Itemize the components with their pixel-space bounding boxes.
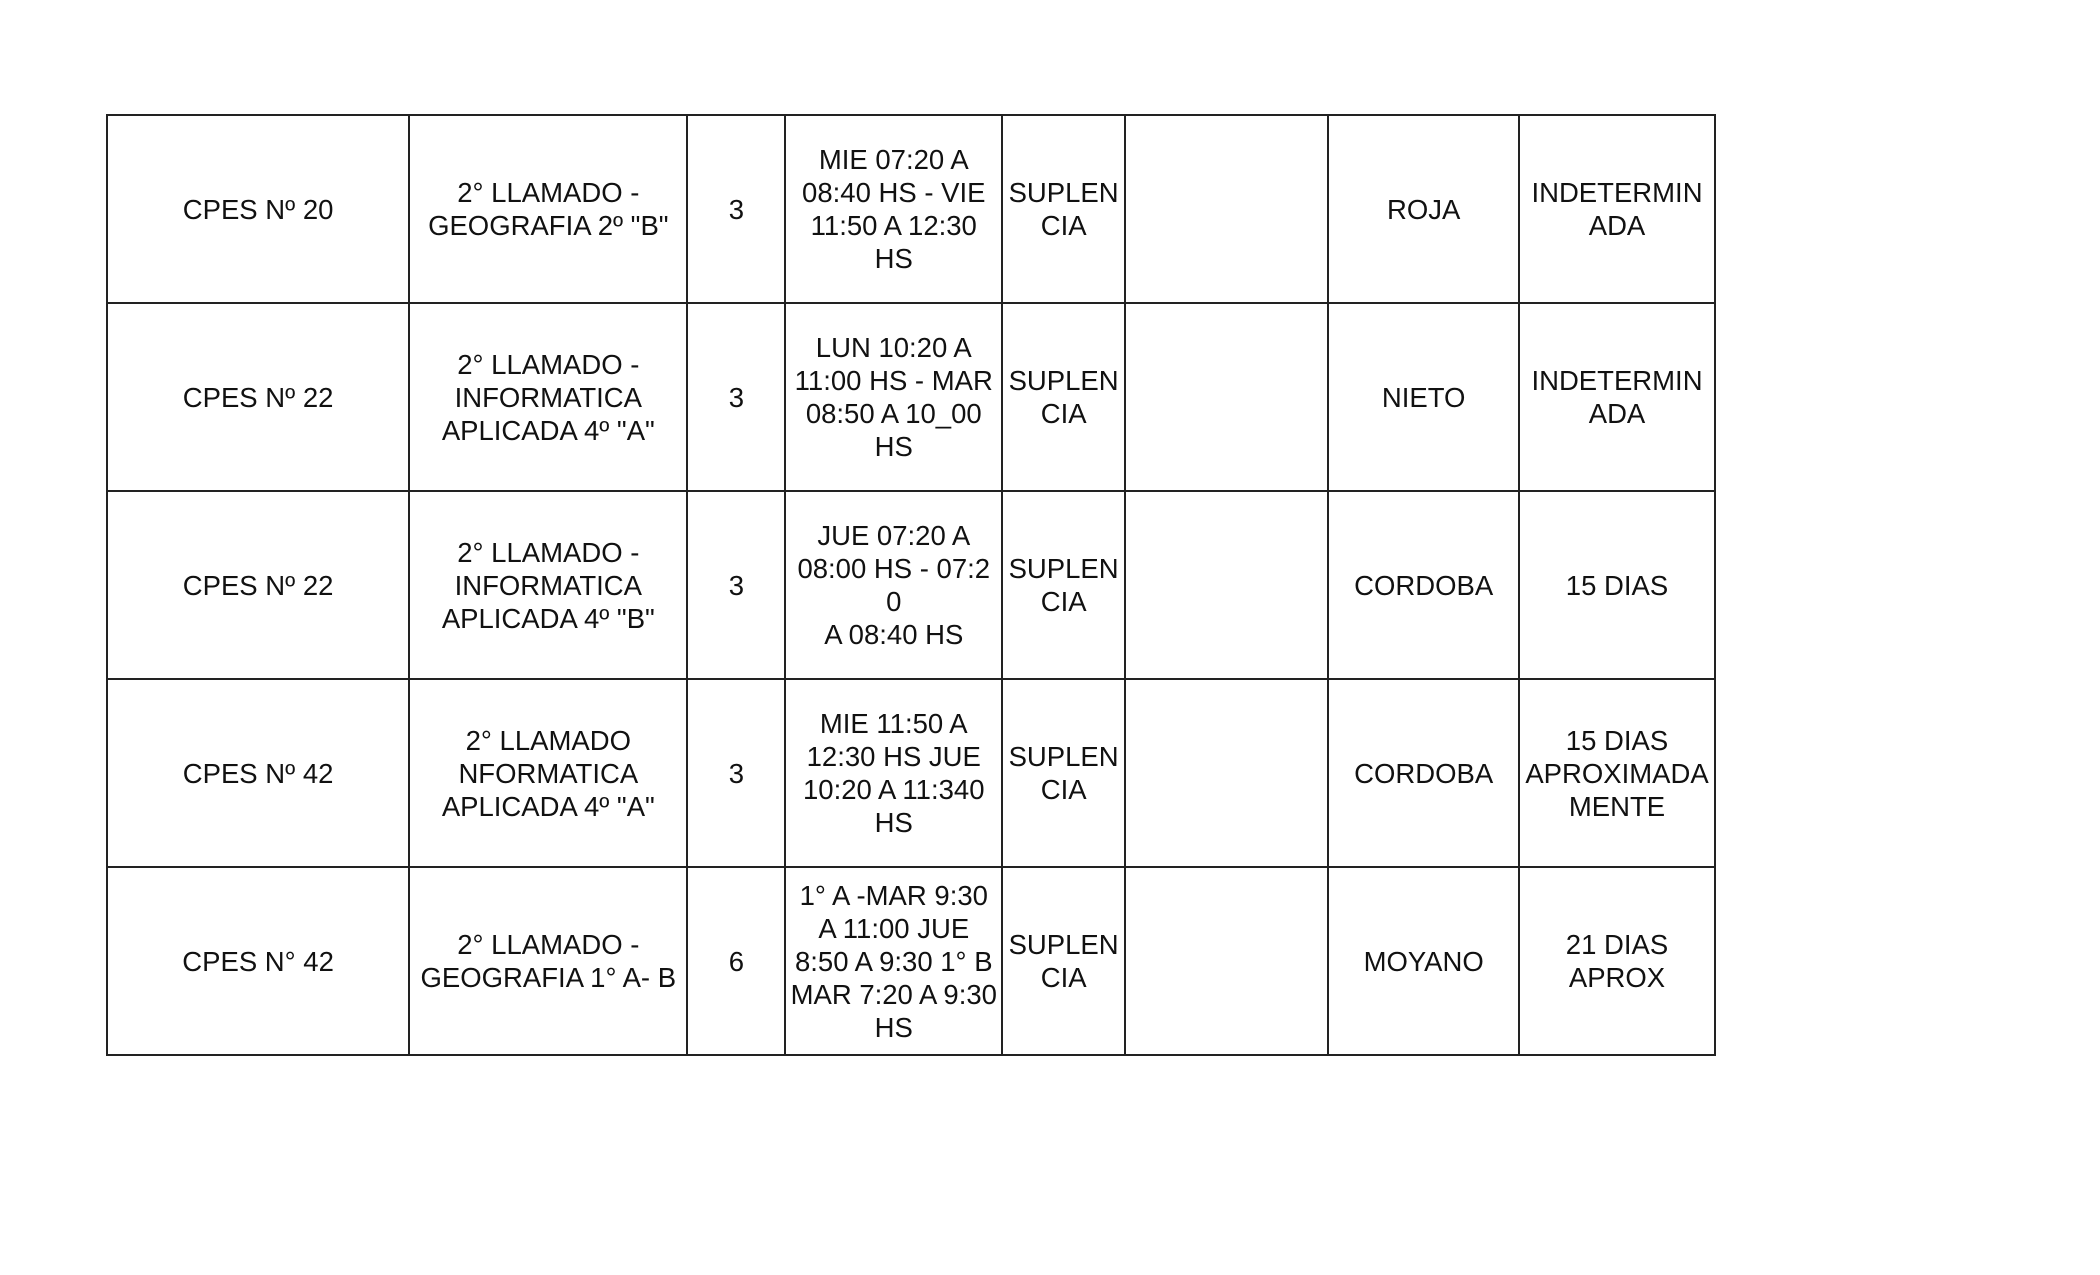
surname-cell: ROJA xyxy=(1328,115,1519,303)
schedule-cell: LUN 10:20 A 11:00 HS - MAR 08:50 A 10_00 HS xyxy=(785,303,1002,491)
empty-cell xyxy=(1125,867,1328,1055)
duration-cell: INDETERMIN ADA xyxy=(1519,115,1715,303)
schedule-cell: MIE 11:50 A 12:30 HS JUE 10:20 A 11:340 HS xyxy=(785,679,1002,867)
position-type-cell: SUPLEN CIA xyxy=(1002,679,1125,867)
table-row xyxy=(107,303,1715,491)
table-row xyxy=(107,867,1715,1055)
schedule-cell: 1° A -MAR 9:30 A 11:00 JUE 8:50 A 9:30 1° B MAR 7:20 A 9:30 HS xyxy=(785,867,1002,1055)
empty-cell xyxy=(1125,115,1328,303)
empty-cell xyxy=(1125,491,1328,679)
school-cell: CPES N° 42 xyxy=(107,867,409,1055)
surname-cell: CORDOBA xyxy=(1328,679,1519,867)
school-cell: CPES Nº 20 xyxy=(107,115,409,303)
school-cell: CPES Nº 22 xyxy=(107,303,409,491)
position-type-cell: SUPLEN CIA xyxy=(1002,491,1125,679)
school-cell: CPES Nº 42 xyxy=(107,679,409,867)
duration-cell: 21 DIAS APROX xyxy=(1519,867,1715,1055)
duration-cell: 15 DIAS APROXIMADA MENTE xyxy=(1519,679,1715,867)
schedule-cell: JUE 07:20 A 08:00 HS - 07:20 A 08:40 HS xyxy=(785,491,1002,679)
table-row xyxy=(107,115,1715,303)
calls-table xyxy=(106,114,1716,1056)
position-type-cell: SUPLEN CIA xyxy=(1002,867,1125,1055)
table-row xyxy=(107,491,1715,679)
hours-cell: 3 xyxy=(687,303,785,491)
position-type-cell: SUPLEN CIA xyxy=(1002,303,1125,491)
duration-cell: 15 DIAS xyxy=(1519,491,1715,679)
hours-cell: 3 xyxy=(687,679,785,867)
surname-cell: MOYANO xyxy=(1328,867,1519,1055)
call-subject-cell: 2° LLAMADO - INFORMATICA APLICADA 4º "B" xyxy=(409,491,687,679)
table-row xyxy=(107,679,1715,867)
call-subject-cell: 2° LLAMADO NFORMATICA APLICADA 4º "A" xyxy=(409,679,687,867)
surname-cell: NIETO xyxy=(1328,303,1519,491)
call-subject-cell: 2° LLAMADO - GEOGRAFIA 1° A- B xyxy=(409,867,687,1055)
call-subject-cell: 2° LLAMADO - GEOGRAFIA 2º "B" xyxy=(409,115,687,303)
call-subject-cell: 2° LLAMADO - INFORMATICA APLICADA 4º "A" xyxy=(409,303,687,491)
hours-cell: 3 xyxy=(687,115,785,303)
schedule-cell: MIE 07:20 A 08:40 HS - VIE 11:50 A 12:30 HS xyxy=(785,115,1002,303)
position-type-cell: SUPLEN CIA xyxy=(1002,115,1125,303)
school-cell: CPES Nº 22 xyxy=(107,491,409,679)
duration-cell: INDETERMIN ADA xyxy=(1519,303,1715,491)
empty-cell xyxy=(1125,303,1328,491)
hours-cell: 6 xyxy=(687,867,785,1055)
empty-cell xyxy=(1125,679,1328,867)
surname-cell: CORDOBA xyxy=(1328,491,1519,679)
hours-cell: 3 xyxy=(687,491,785,679)
